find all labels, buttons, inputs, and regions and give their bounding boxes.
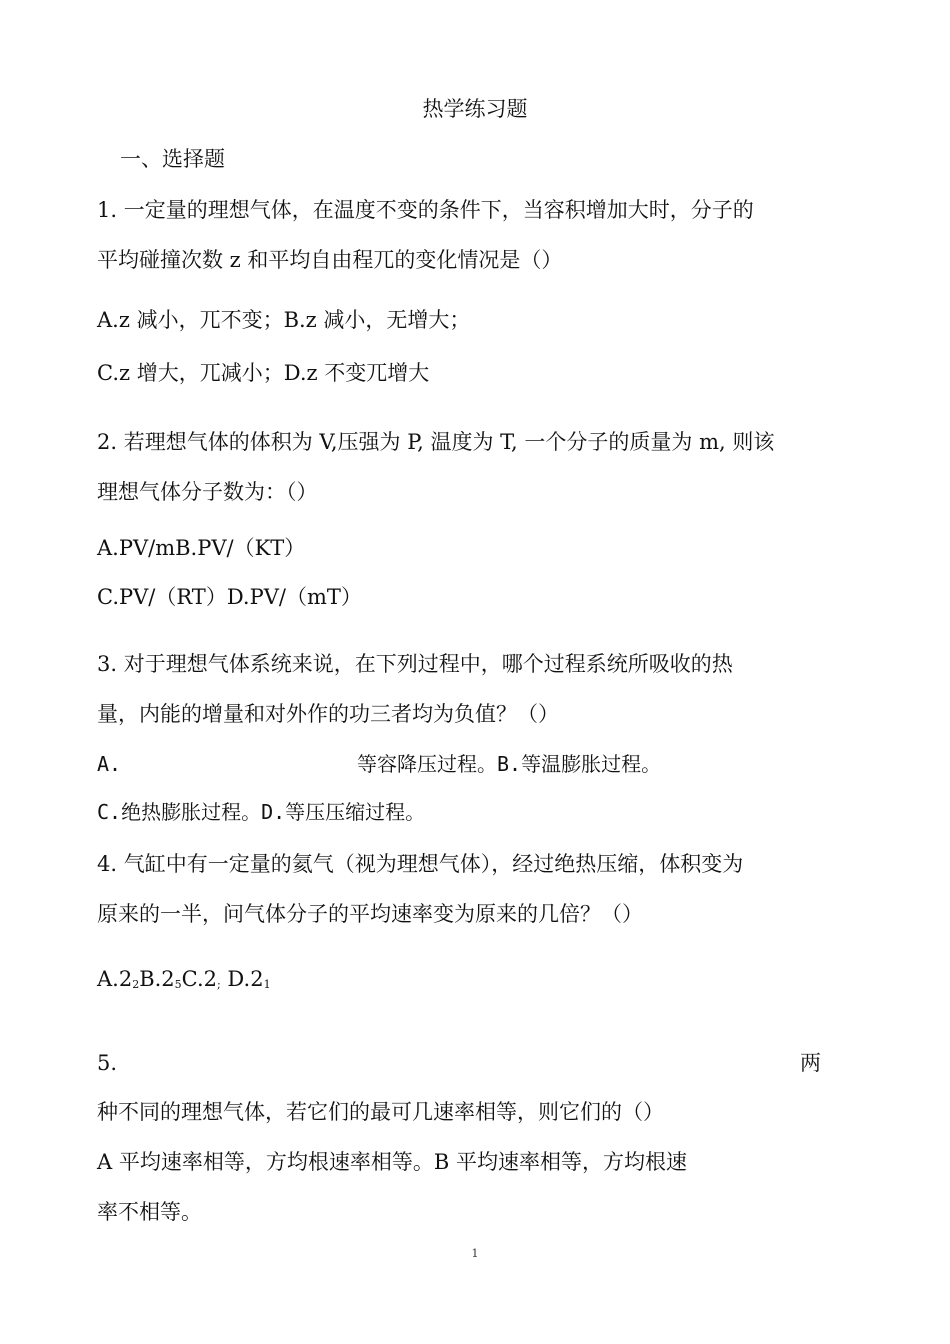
q4-option-c-exponent: ;	[217, 978, 221, 991]
q5-line1-end: 两	[800, 1051, 821, 1075]
q3-line1: 3. 对于理想气体系统来说，在下列过程中，哪个过程系统所吸收的热	[97, 652, 733, 676]
q4-option-c: C.2	[181, 967, 218, 991]
q4-option-b-exponent: 5	[174, 978, 182, 991]
q5-line4: 率不相等。	[97, 1200, 202, 1224]
q4-line2: 原来的一半，问气体分子的平均速率变为原来的几倍？（）	[97, 902, 643, 926]
q5-number: 5.	[97, 1051, 118, 1075]
page-number: 1	[471, 1247, 479, 1260]
q3-option-a-label: A.	[97, 752, 122, 776]
section-heading: 一、选择题	[120, 147, 225, 171]
q2-options-cd: C.PV/（RT）D.PV/（mT）	[97, 585, 362, 609]
q4-option-d-exponent: 1	[263, 978, 271, 991]
q4-option-d: D.2	[220, 967, 264, 991]
q3-options-cd: C.绝热膨胀过程。D.等压压缩过程。	[97, 800, 426, 824]
q1-options-ab: A.z 减小，兀不变；B.z 减小，无增大；	[97, 308, 471, 332]
q4-options	[97, 966, 271, 996]
q1-options-cd: C.z 增大，兀减小；D.z 不变兀增大	[97, 361, 430, 385]
q5-line3: A 平均速率相等，方均根速率相等。B 平均速率相等，方均根速	[97, 1150, 687, 1174]
q2-options-ab: A.PV/mB.PV/（KT）	[97, 536, 306, 560]
q3-options-ab: 等容降压过程。B.等温膨胀过程。	[357, 752, 662, 776]
q5-line2: 种不同的理想气体，若它们的最可几速率相等，则它们的（）	[97, 1100, 664, 1124]
q3-line2: 量，内能的增量和对外作的功三者均为负值？（）	[97, 702, 559, 726]
q2-line1: 2. 若理想气体的体积为 V,压强为 P, 温度为 T, 一个分子的质量为 m, 则该	[97, 430, 775, 454]
q4-option-a-exponent: 2	[132, 978, 140, 991]
q4-option-b: B.2	[139, 967, 175, 991]
q4-line1: 4. 气缸中有一定量的氦气（视为理想气体），经过绝热压缩，体积变为	[97, 852, 744, 876]
q1-line1: 1. 一定量的理想气体，在温度不变的条件下，当容积增加大时，分子的	[97, 198, 754, 222]
q2-line2: 理想气体分子数为：（）	[97, 480, 318, 504]
q4-option-a: A.2	[97, 967, 133, 991]
q1-line2: 平均碰撞次数 z 和平均自由程兀的变化情况是（）	[97, 248, 563, 272]
page-title: 热学练习题	[422, 97, 528, 121]
